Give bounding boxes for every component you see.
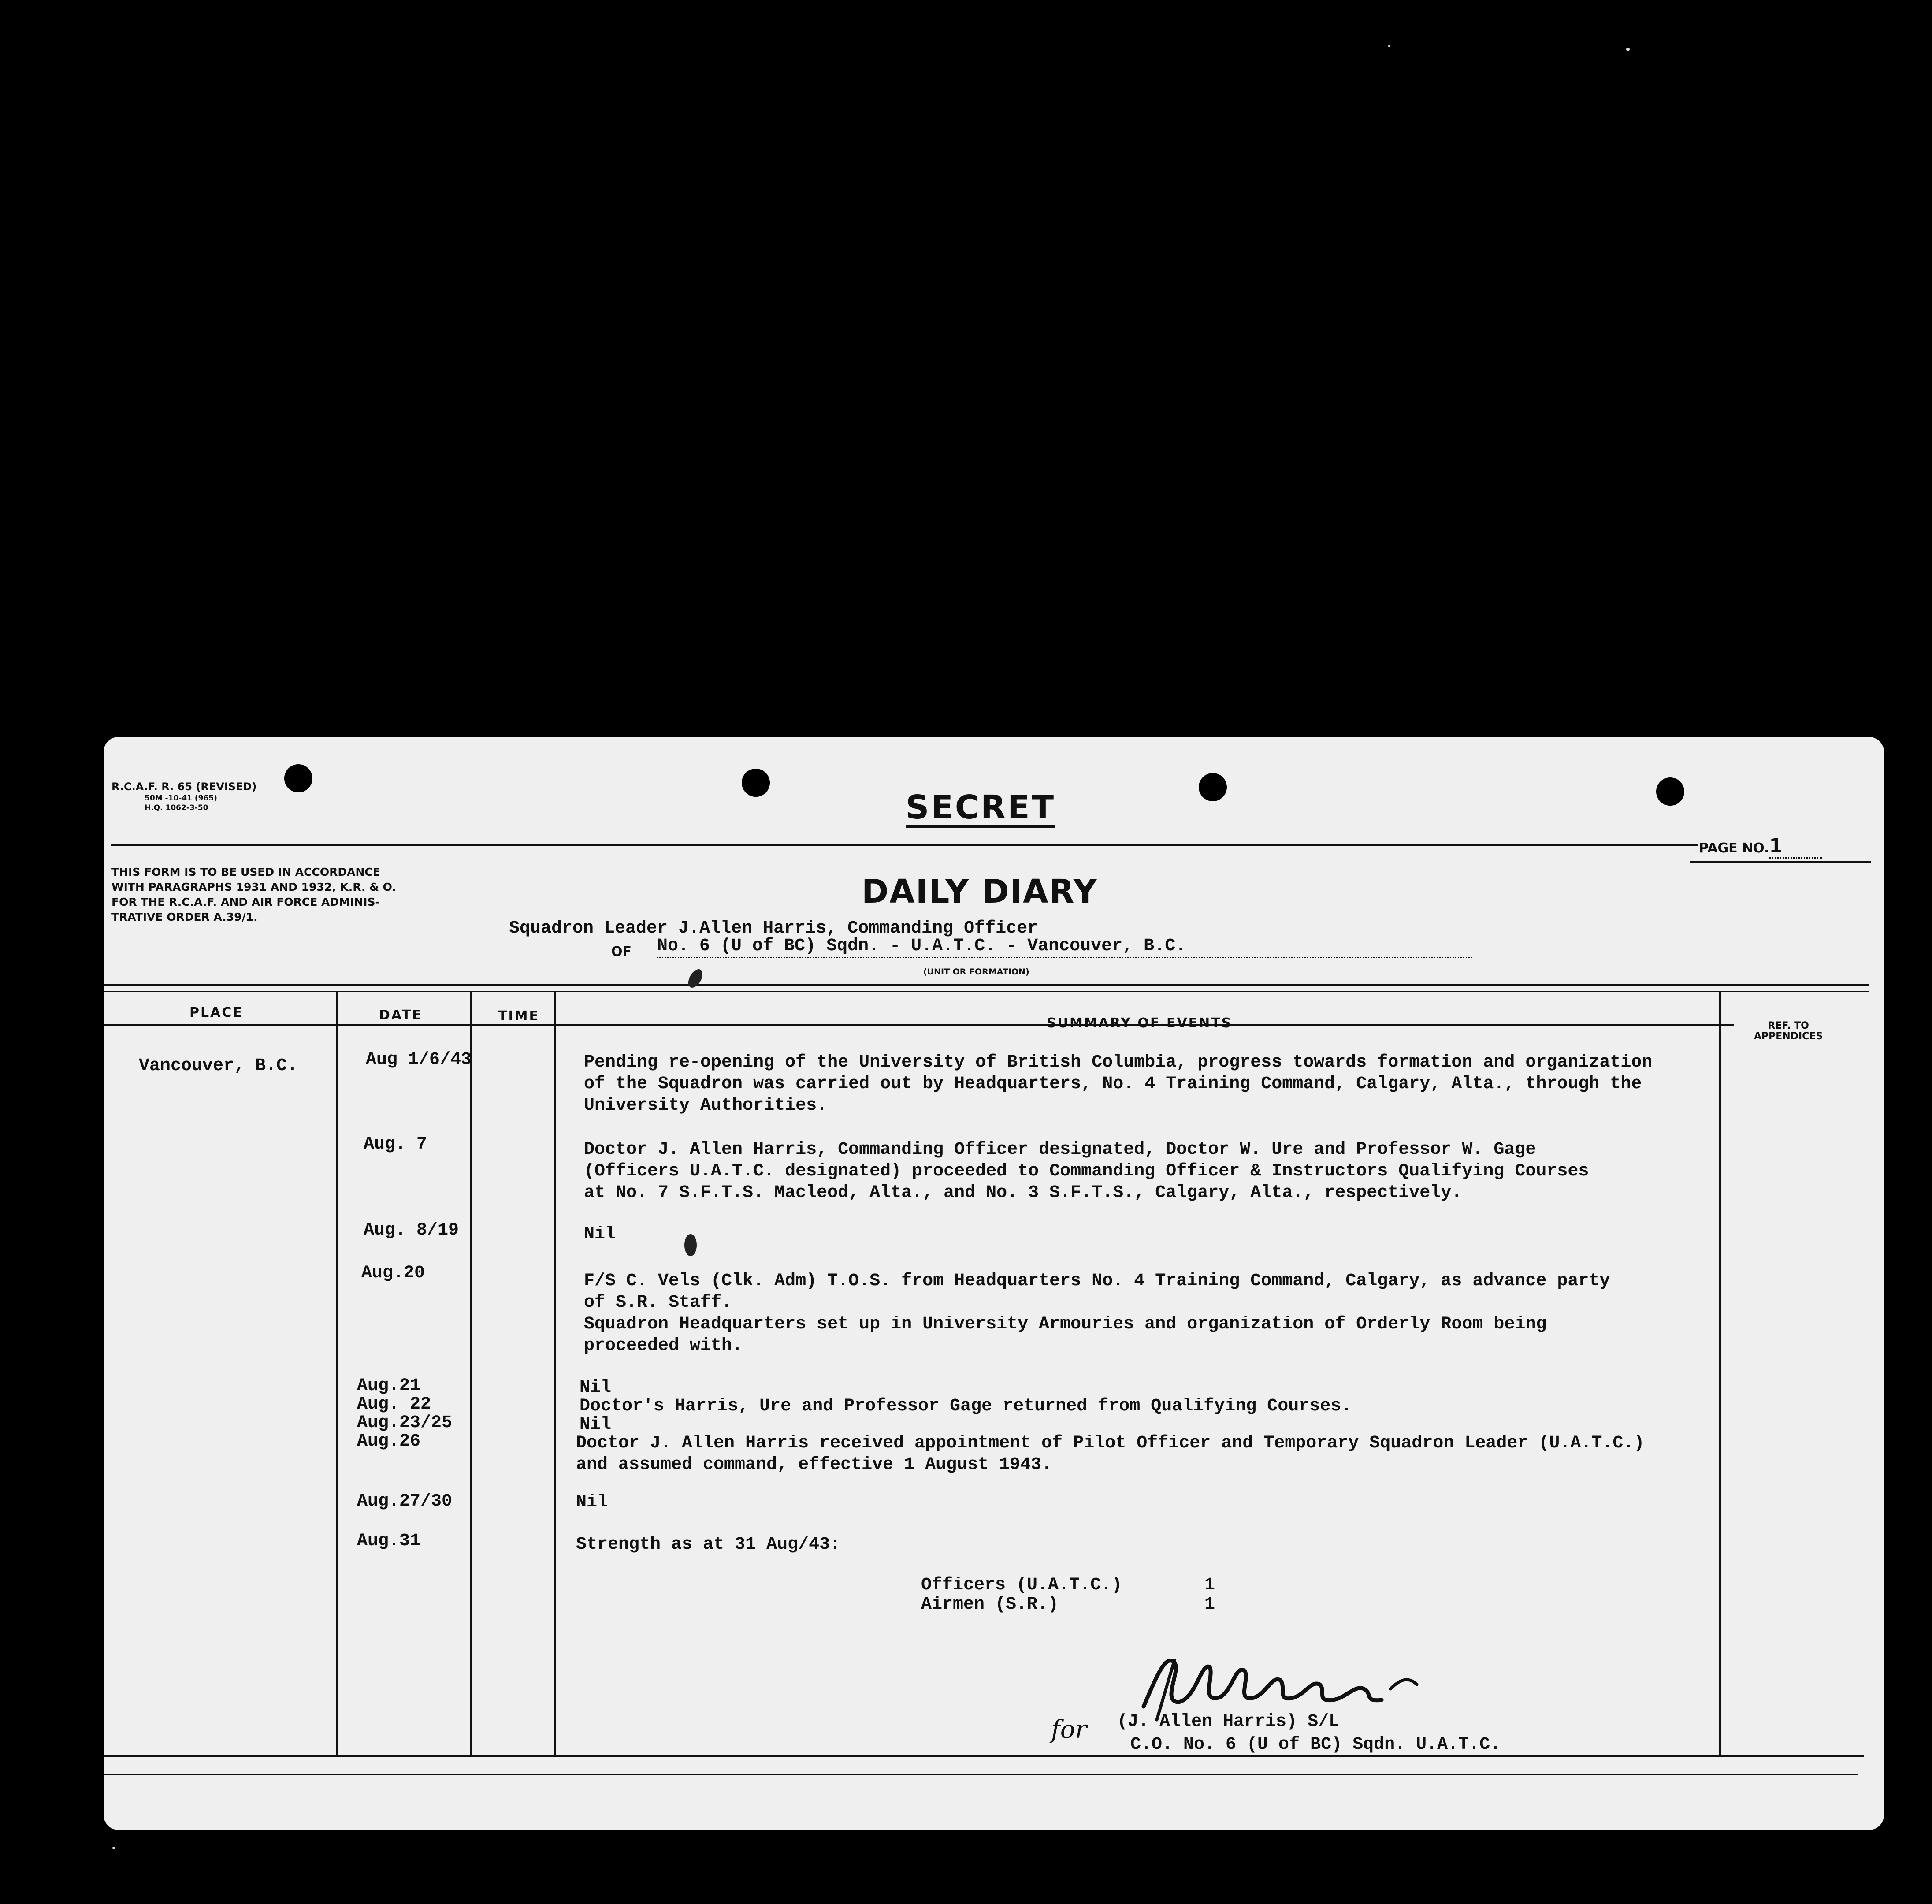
- place-value: Vancouver, B.C.: [139, 1056, 298, 1076]
- entry-summary: Doctor's Harris, Ure and Professor Gage returned from Qualifying Courses.: [580, 1396, 1352, 1416]
- film-speck: [1626, 48, 1630, 51]
- entry-summary: Strength as at 31 Aug/43:: [576, 1535, 841, 1554]
- column-header-place: PLACE: [189, 1005, 243, 1020]
- entry-summary: Nil: [584, 1224, 616, 1244]
- column-header-ref: REF. TO APPENDICES: [1754, 1020, 1823, 1042]
- entry-date: Aug. 22: [357, 1395, 431, 1414]
- entry-summary: Doctor J. Allen Harris, Commanding Officer designated, Doctor W. Ure and Professor W. Gage (Officers U.A.T.C. designated) proceeded to Commanding Officer & Instructors Qualifying Courses at No. 7 S.F.T.S. Macleod, Alta., and No. 3 S.F.T.S., Calgary, Alta., respectively.: [584, 1140, 1589, 1203]
- page-number-label: PAGE NO.1: [1699, 835, 1822, 859]
- column-header-summary: SUMMARY OF EVENTS: [1047, 1015, 1233, 1031]
- entry-date: Aug 1/6/43: [366, 1050, 472, 1070]
- film-speck: [112, 1847, 115, 1849]
- signatory-title: C.O. No. 6 (U of BC) Sqdn. U.A.T.C.: [1130, 1735, 1501, 1755]
- entry-summary: Nil: [576, 1492, 608, 1512]
- table-top-rule: [104, 984, 1869, 986]
- ink-blot: [685, 967, 706, 990]
- column-divider: [336, 992, 338, 1755]
- column-header-rule: [104, 1024, 1734, 1026]
- entry-summary: F/S C. Vels (Clk. Adm) T.O.S. from Headquarters No. 4 Training Command, Calgary, as advance party of S.R. Staff. Squadron Headquarters set up in University Armouries and organization of Orderly Room being proceeded with.: [584, 1271, 1610, 1356]
- column-header-date: DATE: [379, 1008, 423, 1023]
- entry-date: Aug.23/25: [357, 1413, 453, 1433]
- form-title: DAILY DIARY: [862, 873, 1098, 911]
- entry-date: Aug.21: [357, 1376, 421, 1396]
- of-label: OF: [611, 944, 632, 959]
- header-rule: [111, 844, 1698, 846]
- punch-hole: [1656, 777, 1684, 806]
- punch-hole: [742, 769, 770, 797]
- strength-officers-label: Officers (U.A.T.C.): [921, 1575, 1122, 1595]
- table-top-rule: [104, 991, 1869, 992]
- unit-formation: No. 6 (U of BC) Sqdn. - U.A.T.C. - Vancouver, B.C.: [657, 935, 1472, 958]
- punch-hole: [284, 764, 312, 792]
- table-bottom-rule: [104, 1755, 1864, 1757]
- header-rule: [1690, 861, 1871, 863]
- entry-date: Aug.26: [357, 1432, 421, 1451]
- entry-date: Aug. 7: [364, 1134, 427, 1154]
- entry-summary: Pending re-opening of the University of British Columbia, progress towards formation and organization of the Squadron was carried out by Headquarters, No. 4 Training Command, Calgary, Alta., through the University Authorities.: [584, 1052, 1653, 1116]
- form-code: R.C.A.F. R. 65 (REVISED) 50M -10-41 (965) H.Q. 1062-3-50: [111, 781, 257, 812]
- film-speck: [1388, 45, 1390, 47]
- entry-date: Aug.31: [357, 1531, 421, 1551]
- daily-diary-form: [104, 737, 1884, 1830]
- entry-date: Aug. 8/19: [364, 1220, 459, 1240]
- form-instructions: THIS FORM IS TO BE USED IN ACCORDANCE WITH PARAGRAPHS 1931 AND 1932, K.R. & O. FOR THE R.C.A.F. AND AIR FORCE ADMINIS- TRATIVE ORDER A.39/1.: [111, 866, 396, 923]
- entry-summary: Nil: [580, 1415, 612, 1435]
- entry-summary: Doctor J. Allen Harris received appointment of Pilot Officer and Temporary Squadron Leader (U.A.T.C.) and assumed command, effective 1 August 1943.: [576, 1433, 1645, 1475]
- strength-airmen-count: 1: [1204, 1595, 1215, 1614]
- strength-airmen-label: Airmen (S.R.): [921, 1595, 1059, 1614]
- ink-blot: [684, 1234, 697, 1256]
- entry-summary: Nil: [580, 1378, 612, 1398]
- page-number: 1: [1769, 835, 1822, 859]
- entry-date: Aug.27/30: [357, 1491, 453, 1511]
- column-divider: [470, 992, 472, 1755]
- officer-line: Squadron Leader J.Allen Harris, Commanding Officer: [509, 919, 1038, 938]
- signature-prefix: for: [1051, 1715, 1087, 1744]
- column-header-time: TIME: [498, 1008, 539, 1024]
- classification-stamp: SECRET: [906, 790, 1055, 828]
- unit-caption: (UNIT OR FORMATION): [923, 967, 1029, 977]
- column-divider: [554, 992, 556, 1755]
- table-bottom-rule: [104, 1774, 1858, 1775]
- strength-officers-count: 1: [1204, 1575, 1215, 1595]
- column-divider: [1719, 992, 1721, 1755]
- punch-hole: [1199, 773, 1227, 801]
- signatory-name: (J. Allen Harris) S/L: [1117, 1712, 1340, 1732]
- entry-date: Aug.20: [361, 1263, 425, 1283]
